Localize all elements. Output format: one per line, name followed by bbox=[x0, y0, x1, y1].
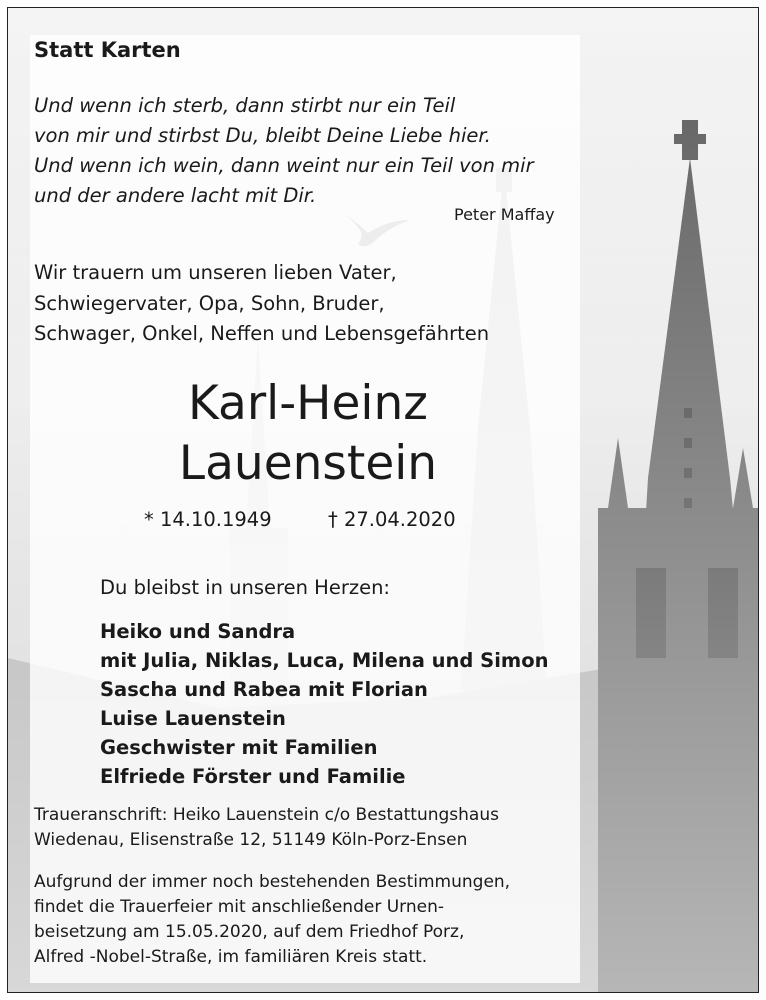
poem-line: Und wenn ich wein, dann weint nur ein Teil von mir bbox=[34, 154, 534, 177]
mourner-name: mit Julia, Niklas, Luca, Milena und Simon bbox=[100, 649, 549, 672]
birth-date: * 14.10.1949 bbox=[144, 508, 272, 531]
death-date: † 27.04.2020 bbox=[328, 508, 456, 531]
funeral-notice bbox=[34, 870, 510, 970]
poem-author: Peter Maffay bbox=[454, 205, 555, 224]
mourner-name: Heiko und Sandra bbox=[100, 620, 296, 643]
mourners-list bbox=[100, 617, 548, 791]
page-title: Statt Karten bbox=[34, 38, 181, 62]
deceased-first-name: Karl-Heinz bbox=[188, 376, 428, 431]
poem-line: Und wenn ich sterb, dann stirbt nur ein Teil bbox=[34, 94, 456, 117]
obituary-card bbox=[7, 7, 759, 993]
notice-line: beisetzung am 15.05.2020, auf dem Friedhof Porz, bbox=[34, 922, 465, 942]
intro-line: Schwiegervater, Opa, Sohn, Bruder, bbox=[34, 291, 385, 315]
mourning-address bbox=[34, 803, 499, 853]
poem bbox=[34, 91, 534, 211]
notice-line: findet die Trauerfeier mit anschließender Urnen- bbox=[34, 897, 445, 917]
mourner-name: Sascha und Rabea mit Florian bbox=[100, 678, 428, 701]
intro-line: Wir trauern um unseren lieben Vater, bbox=[34, 261, 397, 284]
remembrance-line: Du bleibst in unseren Herzen: bbox=[100, 576, 390, 599]
address-line: Traueranschrift: Heiko Lauenstein c/o Bestattungshaus bbox=[34, 805, 499, 825]
mourner-name: Elfriede Förster und Familie bbox=[100, 765, 406, 788]
mourning-intro bbox=[34, 258, 489, 350]
mourner-name: Geschwister mit Familien bbox=[100, 736, 378, 759]
notice-line: Alfred -Nobel-Straße, im familiären Kreis statt. bbox=[34, 947, 428, 967]
intro-line: Schwager, Onkel, Neffen und Lebensgefährten bbox=[34, 322, 490, 345]
poem-line: von mir und stirbst Du, bleibt Deine Liebe hier. bbox=[34, 124, 491, 147]
mourner-name: Luise Lauenstein bbox=[100, 707, 286, 730]
address-line: Wiedenau, Elisenstraße 12, 51149 Köln-Porz-Ensen bbox=[34, 830, 468, 850]
deceased-last-name: Lauenstein bbox=[178, 436, 438, 491]
poem-line: und der andere lacht mit Dir. bbox=[34, 184, 317, 207]
notice-line: Aufgrund der immer noch bestehenden Bestimmungen, bbox=[34, 872, 511, 892]
